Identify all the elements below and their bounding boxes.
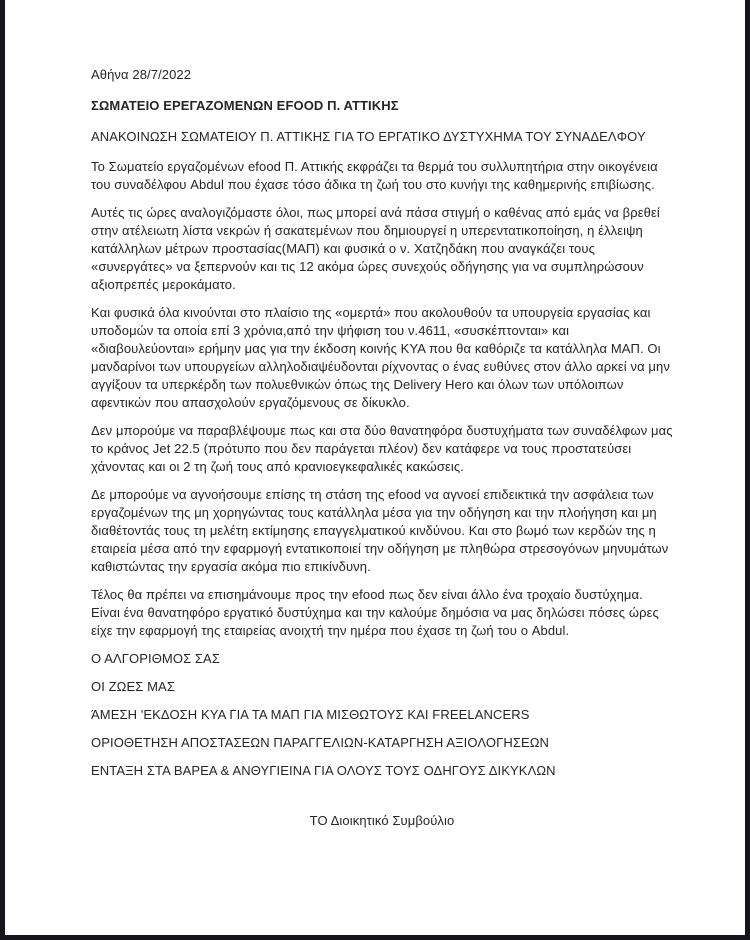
- announcement-title: ΑΝΑΚΟΙΝΩΣΗ ΣΩΜΑΤΕΙΟΥ Π. ΑΤΤΙΚΗΣ ΓΙΑ ΤΟ ΕΡΓΑΤΙΚΟ ΔΥΣΤΥΧΗΜΑ ΤΟΥ ΣΥΝΑΔΕΛΦΟΥ: [91, 129, 646, 144]
- paragraph-conclusion: Τέλος θα πρέπει να επισημάνουμε προς την efood πως δεν είναι άλλο ένα τροχαίο δυστύχημα. Είναι ένα θανατηφόρο εργατικό δυστύχημα και την καλούμε δημόσια να μας δηλώσει πόσες ώρες είχε την εφαρμογή της εταιρείας ανοιχτή την ημέρα που έχασε τη ζωή του ο Abdul.: [91, 587, 659, 638]
- paragraph-ministries: Και φυσικά όλα κινούνται στο πλαίσιο της «ομερτά» που ακολουθούν τα υπουργεία εργασίας και υποδομών τα οποία επί 3 χρόνια,από την ψήφιση του ν.4611, «συσκέπτονται» και «διαβουλεύονται» ερήμην μας για την έκδοση κοινής ΚΥΑ που θα καθόριζε τα κατάλληλα ΜΑΠ. Οι μανδαρίνοι των υπουργείων αλληλοδιαψέυδονται ρίχνοντας ο ένας ευθύνες στον άλλο αρκεί να μην αγγίξουν τα υπερκέρδη των πολυεθνικών όπως της Delivery Hero και όλων των υπόλοιπων αφεντικών που απασχολούν εργαζόμενους σε δίκυκλο.: [91, 305, 670, 410]
- signature-line: ΤΟ Διοικητικό Συμβούλιο: [309, 813, 455, 828]
- letter-content: [91, 66, 673, 843]
- date-line: Αθήνα 28/7/2022: [91, 67, 192, 82]
- paragraph-efood-stance: Δε μπορούμε να αγνοήσουμε επίσης τη στάση της efood να αγνοεί επιδεικτικά την ασφάλεια των εργαζομένων της μη χορηγώντας τους κατάλληλα μέσα για την οδήγηση και την πλοήγηση και μη διαθέτοντάς τους τη μελέτη εκτίμησης επαγγελματικού κινδύνου. Και στο βωμό των κερδών της η εταιρεία μέσα από την εφαρμογή εντατικοποιεί την οδήγηση με πληθώρα στρεσογόνων μηνυμάτων καθιστώντας την εργασία ακόμα πιο επικίνδυνη.: [91, 487, 669, 574]
- paragraph-helmet: Δεν μπορούμε να παραβλέψουμε πως και στα δύο θανατηφόρα δυστυχήματα των συναδέλφων μας το κράνος Jet 22.5 (πρότυπο που δεν παράγεται πλέον) δεν κατάφερε να τους προστατεύσει χάνοντας και οι 2 τη ζωή τους από κρανιοεγκεφαλικές κακώσεις.: [91, 423, 673, 474]
- slogan-line: ΟΙ ΖΩΕΣ ΜΑΣ: [91, 679, 175, 694]
- slogan-line: ΆΜΕΣΗ 'ΕΚΔΟΣΗ ΚΥΑ ΓΙΑ ΤΑ ΜΑΠ ΓΙΑ ΜΙΣΘΩΤΟΥΣ ΚΑΙ FREELANCERS: [91, 707, 530, 722]
- paragraph-risk: Αυτές τις ώρες αναλογιζόμαστε όλοι, πως μπορεί ανά πάσα στιγμή ο καθένας από εμάς να βρεθεί στην ατέλειωτη λίστα νεκρών ή σακατεμένων που δημιουργεί η υπερεντατικοποίηση, η έλλειψη κατάλληλων μέτρων προστασίας(ΜΑΠ) και φυσικά ο ν. Χατζηδάκη που αναγκάζει τους «συνεργάτες» να ξεπερνούν και τις 12 ακόμα ώρες συνεχούς οδήγησης για να συμπληρώσουν αξιοπρεπές μεροκάματο.: [91, 205, 660, 292]
- slogan-line: ΕΝΤΑΞΗ ΣΤΑ ΒΑΡΕΑ & ΑΝΘΥΓΙΕΙΝΑ ΓΙΑ ΟΛΟΥΣ ΤΟΥΣ ΟΔΗΓΟΥΣ ΔΙΚΥΚΛΩΝ: [91, 763, 556, 778]
- paragraph-condolences: Το Σωματείο εργαζομένων efood Π. Αττικής εκφράζει τα θερμά του συλλυπητήρια στην οικογένεια του συναδέλφου Abdul που έχασε τόσο άδικα τη ζωή του στο κυνήγι της καθημερινής επιβίωσης.: [91, 159, 658, 192]
- slogan-line: ΟΡΙΟΘΕΤΗΣΗ ΑΠΟΣΤΑΣΕΩΝ ΠΑΡΑΓΓΕΛΙΩΝ-ΚΑΤΑΡΓΗΣΗ ΑΞΙΟΛΟΓΗΣΕΩΝ: [91, 735, 550, 750]
- org-title: ΣΩΜΑΤΕΙΟ ΕΡΕΓΑΖΟΜΕΝΩΝ EFOOD Π. ΑΤΤΙΚΗΣ: [91, 98, 399, 113]
- slogan-line: Ο ΑΛΓΟΡΙΘΜΟΣ ΣΑΣ: [91, 651, 220, 666]
